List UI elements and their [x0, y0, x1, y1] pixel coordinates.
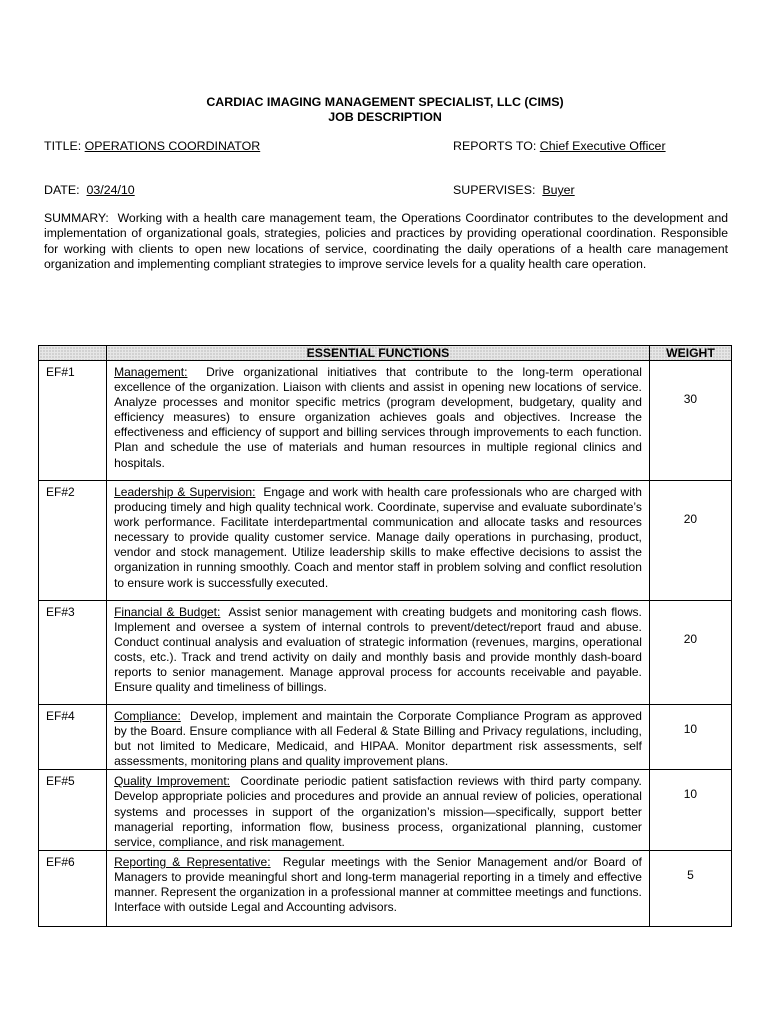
ef-id: EF#3	[39, 601, 107, 705]
ef-text: Coordinate periodic patient satisfaction reviews with third party company. Develop appropriate policies and procedures and provide an annual review of policies, operational systems and processes in support of the organization’s mission—specifically, support better managerial reporting, information flow, business process, organizational planning, customer service, compliance, and risk management.	[114, 774, 642, 849]
ef-text: Assist senior management with creating budgets and monitoring cash flows. Implement and oversee a system of internal controls to prevent/detect/report fraud and abuse. Conduct continual analysis and evaluation of strategic information (revenues, margins, operational costs, etc.). Track and trend activity on daily and monthly basis and provide monthly dash-board reports to senior management. Manage approval process for accounts receivable and payable. Ensure quality and timeliness of billings.	[114, 605, 642, 695]
ef-title: Quality Improvement:	[114, 774, 230, 789]
ef-description	[107, 361, 650, 481]
ef-title: Compliance:	[114, 709, 181, 723]
ef-description	[107, 770, 650, 850]
ef-description	[107, 601, 650, 705]
table-row	[39, 361, 732, 481]
ef-description	[107, 705, 650, 770]
date-value: 03/24/10	[86, 183, 135, 197]
header-weight: WEIGHT	[649, 346, 731, 361]
job-title-value: OPERATIONS COORDINATOR	[84, 139, 261, 153]
ef-weight: 20	[683, 632, 698, 646]
ef-weight: 20	[683, 512, 698, 526]
ef-text: Develop, implement and maintain the Corporate Compliance Program as approved by the Board. Ensure compliance with all Federal & State Billing and Privacy regulations, including, but not limited to Medicare, Medicaid, and HIPAA. Monitor department risk assessments, self assessments, monitoring plans and quality improvement plans.	[114, 709, 642, 769]
ef-description	[107, 481, 650, 601]
job-title-label: TITLE:	[44, 139, 82, 153]
ef-text: Regular meetings with the Senior Management and/or Board of Managers to provide meaningful short and long-term managerial reporting in a timely and effective manner. Represent the organization in a professional manner at committee meetings and functions. Interface with outside Legal and Accounting advisors.	[114, 854, 642, 915]
ef-weight-cell	[649, 361, 731, 481]
header-functions: ESSENTIAL FUNCTIONS	[107, 346, 650, 361]
table-row	[39, 481, 732, 601]
table-row	[39, 850, 732, 926]
ef-id: EF#4	[39, 705, 107, 770]
ef-id: EF#5	[39, 770, 107, 850]
ef-weight-cell	[649, 850, 731, 926]
supervises-label: SUPERVISES:	[453, 183, 536, 197]
ef-weight: 30	[683, 392, 698, 406]
ef-weight: 10	[683, 722, 698, 736]
ef-weight: 5	[687, 867, 694, 882]
ef-weight-cell	[649, 705, 731, 770]
reports-to-field	[453, 139, 666, 153]
header-id-cell	[39, 346, 107, 361]
company-name: CARDIAC IMAGING MANAGEMENT SPECIALIST, LLC (CIMS)	[206, 95, 564, 109]
ef-text: Engage and work with health care professionals who are charged with producing timely and high quality technical work. Coordinate, supervise and evaluate subordinate’s work performance. Facilitate interdepartmental communication and allocate tasks and resources necessary to provide quality customer service. Manage daily operations in purchasing, product, vendor and stock management. Utilize leadership skills to make effective decisions to assist the organization in running smoothly. Coach and mentor staff in problem solving and conflict resolution to ensure work is successfully executed.	[114, 485, 642, 590]
ef-title: Leadership & Supervision:	[114, 485, 256, 499]
date-label: DATE:	[44, 183, 80, 197]
summary-paragraph	[44, 211, 728, 272]
table-row	[39, 705, 732, 770]
ef-weight-cell	[649, 770, 731, 850]
reports-to-value: Chief Executive Officer	[539, 139, 666, 153]
table-header-row	[39, 346, 732, 361]
supervises-value: Buyer	[542, 183, 575, 197]
document-title: JOB DESCRIPTION	[328, 110, 442, 124]
ef-title: Financial & Budget:	[114, 605, 221, 619]
ef-id: EF#6	[39, 850, 107, 926]
ef-description	[107, 850, 650, 926]
ef-title: Reporting & Representative:	[114, 854, 271, 869]
ef-weight-cell	[649, 481, 731, 601]
ef-text: Drive organizational initiatives that contribute to the long-term operational excellence of the organization. Liaison with clients and assist in opening new locations of service. Analyze processes and monitor specific metrics (program development, budgetary, quality and efficiency measures) to ensure organization achieves goals and objectives. Increase the effectiveness and efficiency of support and billing services through improvements to each function. Plan and schedule the use of materials and human resources in multiple regional clinics and hospitals.	[114, 365, 642, 470]
summary-label: SUMMARY:	[44, 211, 109, 225]
ef-weight-cell	[649, 601, 731, 705]
table-row	[39, 770, 732, 850]
ef-title: Management:	[114, 365, 188, 379]
essential-functions-table	[38, 345, 732, 927]
supervises-field	[453, 183, 575, 197]
ef-weight: 10	[683, 787, 698, 802]
date-field	[44, 183, 135, 197]
ef-id: EF#1	[39, 361, 107, 481]
summary-text: Working with a health care management team, the Operations Coordinator contributes to the development and implementation of organizational goals, strategies, policies and practices by providing operational coordination. Responsible for working with clients to open new locations of service, coordinating the daily operations of a health care management organization and implementing compliant strategies to improve service levels for a quality health care operation.	[44, 211, 729, 271]
job-title-field	[44, 139, 260, 153]
ef-id: EF#2	[39, 481, 107, 601]
table-row	[39, 601, 732, 705]
reports-to-label: REPORTS TO:	[453, 139, 537, 153]
